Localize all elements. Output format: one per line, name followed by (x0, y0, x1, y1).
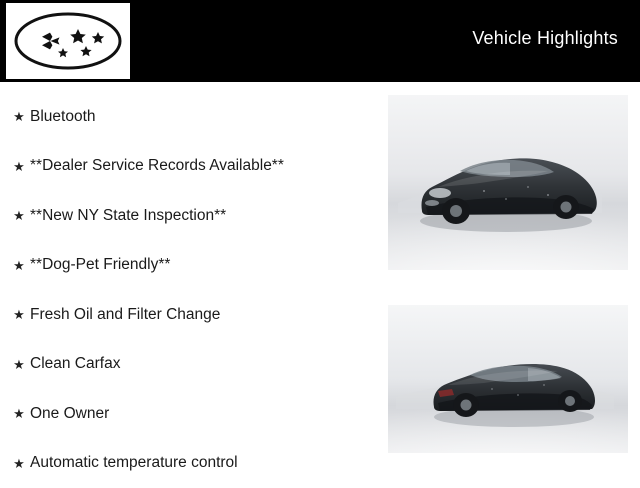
star-icon: ★ (8, 110, 30, 123)
list-item-label: Clean Carfax (30, 355, 120, 373)
list-item-label: Automatic temperature control (30, 454, 238, 472)
star-icon: ★ (8, 407, 30, 420)
list-item-label: One Owner (30, 405, 109, 423)
list-item (8, 92, 378, 142)
subaru-logo-icon (6, 3, 130, 79)
vehicle-photo-front-three-quarter (388, 95, 628, 270)
header-bar (0, 0, 640, 82)
page-title: Vehicle Highlights (472, 28, 618, 49)
vehicle-photo-front-graphic (388, 95, 628, 270)
list-item-label: **Dog-Pet Friendly** (30, 256, 170, 274)
list-item (8, 191, 378, 241)
star-icon: ★ (8, 308, 30, 321)
vehicle-photo-rear-three-quarter (388, 305, 628, 453)
star-icon: ★ (8, 457, 30, 470)
list-item (8, 142, 378, 192)
subaru-logo (6, 3, 130, 79)
list-item-label: Bluetooth (30, 108, 96, 126)
star-icon: ★ (8, 259, 30, 272)
list-item (8, 340, 378, 390)
list-item (8, 241, 378, 291)
list-item-label: **New NY State Inspection** (30, 207, 226, 225)
star-icon: ★ (8, 209, 30, 222)
star-icon: ★ (8, 160, 30, 173)
list-item (8, 290, 378, 340)
list-item (8, 389, 378, 439)
vehicle-photo-rear-graphic (388, 305, 628, 453)
highlights-list (8, 92, 378, 488)
list-item (8, 439, 378, 488)
star-icon: ★ (8, 358, 30, 371)
list-item-label: Fresh Oil and Filter Change (30, 306, 220, 324)
list-item-label: **Dealer Service Records Available** (30, 157, 284, 175)
